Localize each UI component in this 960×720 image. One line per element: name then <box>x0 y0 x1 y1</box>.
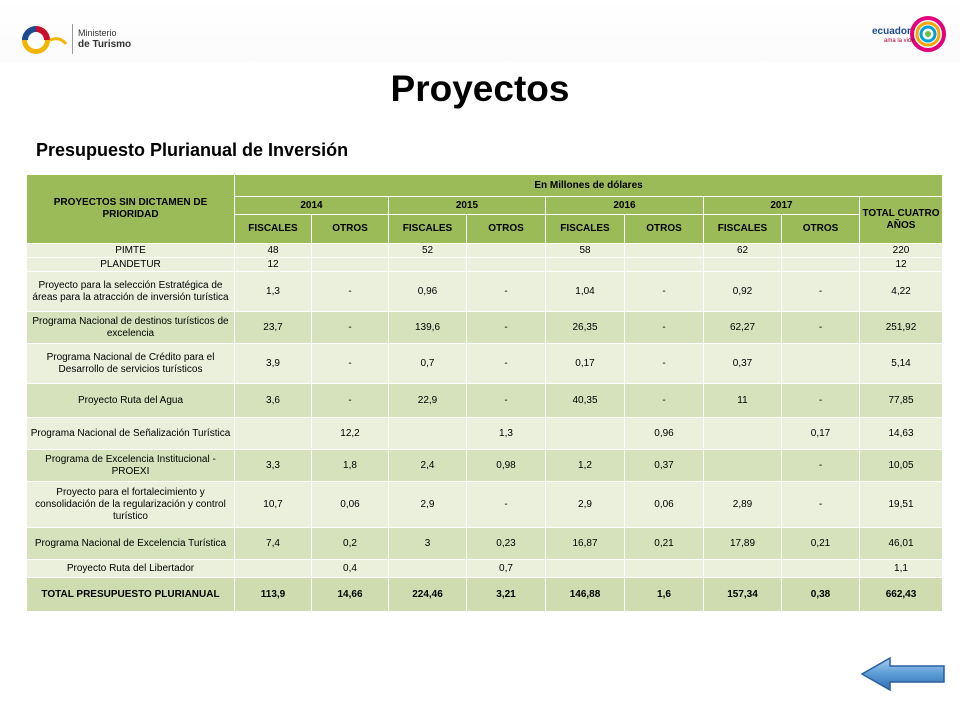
total-value-cell: 1,6 <box>625 578 704 612</box>
value-cell <box>782 344 860 384</box>
value-cell: 0,21 <box>625 528 704 560</box>
value-cell: 0,06 <box>312 482 389 528</box>
value-cell: - <box>782 272 860 312</box>
sub-header: OTROS <box>782 215 860 244</box>
value-cell <box>625 258 704 272</box>
sub-header: OTROS <box>312 215 389 244</box>
value-cell: 26,35 <box>546 312 625 344</box>
value-cell: - <box>312 384 389 418</box>
value-cell: - <box>467 272 546 312</box>
value-cell <box>389 418 467 450</box>
table-row <box>27 244 943 258</box>
value-cell: - <box>312 344 389 384</box>
left-arrow-icon <box>862 658 944 690</box>
value-cell <box>467 244 546 258</box>
year-header: 2015 <box>389 197 546 215</box>
value-cell: 0,37 <box>704 344 782 384</box>
value-cell <box>704 560 782 578</box>
value-cell: 19,51 <box>860 482 943 528</box>
value-cell: 23,7 <box>235 312 312 344</box>
value-cell: 22,9 <box>389 384 467 418</box>
value-cell: 12,2 <box>312 418 389 450</box>
ecuador-brand-logo <box>866 12 946 60</box>
project-name-cell: Programa de Excelencia Institucional - PROEXI <box>27 450 235 482</box>
table-row <box>27 418 943 450</box>
value-cell: 0,21 <box>782 528 860 560</box>
table-row <box>27 528 943 560</box>
project-name-cell: Programa Nacional de Señalización Turística <box>27 418 235 450</box>
brand-tagline: ama la vida <box>884 38 915 44</box>
value-cell: 17,89 <box>704 528 782 560</box>
project-column-header: PROYECTOS SIN DICTAMEN DE PRIORIDAD <box>27 175 235 244</box>
logo-divider <box>72 24 73 54</box>
total-value-cell: 3,21 <box>467 578 546 612</box>
value-cell: 52 <box>389 244 467 258</box>
total-value-cell: 113,9 <box>235 578 312 612</box>
project-name-cell: Proyecto Ruta del Agua <box>27 384 235 418</box>
value-cell <box>625 244 704 258</box>
ministerio-turismo-logo <box>14 18 164 62</box>
value-cell <box>312 244 389 258</box>
value-cell <box>704 418 782 450</box>
value-cell: - <box>782 450 860 482</box>
year-header: 2016 <box>546 197 704 215</box>
brand-word: ecuador <box>872 26 911 37</box>
project-name-cell: Programa Nacional de destinos turísticos de excelencia <box>27 312 235 344</box>
value-cell <box>546 560 625 578</box>
value-cell <box>467 258 546 272</box>
sub-header: FISCALES <box>389 215 467 244</box>
logo-line-2: de Turismo <box>78 39 132 50</box>
value-cell: 220 <box>860 244 943 258</box>
total-value-cell: 146,88 <box>546 578 625 612</box>
value-cell: - <box>312 312 389 344</box>
value-cell: 58 <box>546 244 625 258</box>
project-name-cell: Proyecto para el fortalecimiento y consolidación de la regularización y control turístico <box>27 482 235 528</box>
value-cell <box>235 418 312 450</box>
value-cell: - <box>312 272 389 312</box>
table-row <box>27 482 943 528</box>
value-cell <box>704 450 782 482</box>
value-cell: 0,7 <box>467 560 546 578</box>
value-cell: 0,92 <box>704 272 782 312</box>
value-cell: 0,96 <box>389 272 467 312</box>
value-cell: - <box>625 344 704 384</box>
value-cell: 10,05 <box>860 450 943 482</box>
value-cell: 1,3 <box>235 272 312 312</box>
value-cell: 4,22 <box>860 272 943 312</box>
value-cell: - <box>625 312 704 344</box>
value-cell <box>625 560 704 578</box>
value-cell <box>782 244 860 258</box>
value-cell: 1,1 <box>860 560 943 578</box>
value-cell: 251,92 <box>860 312 943 344</box>
total-row <box>27 578 943 612</box>
value-cell <box>782 560 860 578</box>
value-cell: 1,04 <box>546 272 625 312</box>
total-value-cell: 157,34 <box>704 578 782 612</box>
sub-header: OTROS <box>467 215 546 244</box>
value-cell: 2,89 <box>704 482 782 528</box>
value-cell <box>546 258 625 272</box>
value-cell: - <box>467 384 546 418</box>
budget-table <box>26 174 943 612</box>
value-cell: 0,2 <box>312 528 389 560</box>
value-cell: 3,9 <box>235 344 312 384</box>
value-cell: 14,63 <box>860 418 943 450</box>
total-value-cell: 14,66 <box>312 578 389 612</box>
value-cell: - <box>467 312 546 344</box>
value-cell: 12 <box>860 258 943 272</box>
total-column-header: TOTAL CUATRO AÑOS <box>860 197 943 244</box>
table-row <box>27 272 943 312</box>
value-cell <box>389 258 467 272</box>
value-cell: 139,6 <box>389 312 467 344</box>
value-cell: 0,17 <box>782 418 860 450</box>
value-cell: 62 <box>704 244 782 258</box>
value-cell: 62,27 <box>704 312 782 344</box>
value-cell <box>312 258 389 272</box>
value-cell: 2,9 <box>389 482 467 528</box>
value-cell: - <box>467 344 546 384</box>
value-cell: 0,98 <box>467 450 546 482</box>
value-cell: 0,37 <box>625 450 704 482</box>
value-cell <box>546 418 625 450</box>
back-arrow-button[interactable] <box>860 656 946 692</box>
sub-header: FISCALES <box>546 215 625 244</box>
table-row <box>27 258 943 272</box>
table-row <box>27 384 943 418</box>
value-cell: 0,06 <box>625 482 704 528</box>
logo-line-1: Ministerio <box>78 28 117 38</box>
value-cell: 0,4 <box>312 560 389 578</box>
project-name-cell: PIMTE <box>27 244 235 258</box>
value-cell <box>704 258 782 272</box>
value-cell: 3 <box>389 528 467 560</box>
value-cell: - <box>782 482 860 528</box>
value-cell: - <box>625 272 704 312</box>
value-cell: 3,6 <box>235 384 312 418</box>
table-row <box>27 450 943 482</box>
total-value-cell: 0,38 <box>782 578 860 612</box>
value-cell: - <box>625 384 704 418</box>
value-cell: 1,3 <box>467 418 546 450</box>
year-header: 2017 <box>704 197 860 215</box>
table-row <box>27 344 943 384</box>
page-title: Proyectos <box>390 68 570 109</box>
value-cell: 2,4 <box>389 450 467 482</box>
year-header: 2014 <box>235 197 389 215</box>
value-cell: 1,2 <box>546 450 625 482</box>
project-name-cell: Proyecto Ruta del Libertador <box>27 560 235 578</box>
value-cell: 12 <box>235 258 312 272</box>
value-cell: 0,17 <box>546 344 625 384</box>
value-cell: 0,23 <box>467 528 546 560</box>
value-cell: 0,7 <box>389 344 467 384</box>
sub-header: FISCALES <box>704 215 782 244</box>
currency-header: En Millones de dólares <box>235 175 943 197</box>
value-cell <box>782 258 860 272</box>
value-cell <box>235 560 312 578</box>
total-label-cell: TOTAL PRESUPUESTO PLURIANUAL <box>27 578 235 612</box>
value-cell: 1,8 <box>312 450 389 482</box>
sub-header: OTROS <box>625 215 704 244</box>
value-cell: 7,4 <box>235 528 312 560</box>
page-subtitle: Presupuesto Plurianual de Inversión <box>36 140 349 160</box>
value-cell: - <box>782 384 860 418</box>
value-cell: 16,87 <box>546 528 625 560</box>
value-cell: 10,7 <box>235 482 312 528</box>
project-name-cell: PLANDETUR <box>27 258 235 272</box>
value-cell: - <box>782 312 860 344</box>
value-cell: 0,96 <box>625 418 704 450</box>
project-name-cell: Programa Nacional de Crédito para el Desarrollo de servicios turísticos <box>27 344 235 384</box>
sub-header: FISCALES <box>235 215 312 244</box>
total-value-cell: 224,46 <box>389 578 467 612</box>
project-name-cell: Programa Nacional de Excelencia Turística <box>27 528 235 560</box>
value-cell: 2,9 <box>546 482 625 528</box>
value-cell: - <box>467 482 546 528</box>
value-cell: 46,01 <box>860 528 943 560</box>
value-cell: 40,35 <box>546 384 625 418</box>
table-row <box>27 312 943 344</box>
value-cell: 77,85 <box>860 384 943 418</box>
value-cell: 48 <box>235 244 312 258</box>
value-cell: 5,14 <box>860 344 943 384</box>
value-cell <box>389 560 467 578</box>
table-row <box>27 560 943 578</box>
project-name-cell: Proyecto para la selección Estratégica de áreas para la atracción de inversión turística <box>27 272 235 312</box>
value-cell: 11 <box>704 384 782 418</box>
total-value-cell: 662,43 <box>860 578 943 612</box>
value-cell: 3,3 <box>235 450 312 482</box>
sun-emblem-icon <box>14 18 70 58</box>
